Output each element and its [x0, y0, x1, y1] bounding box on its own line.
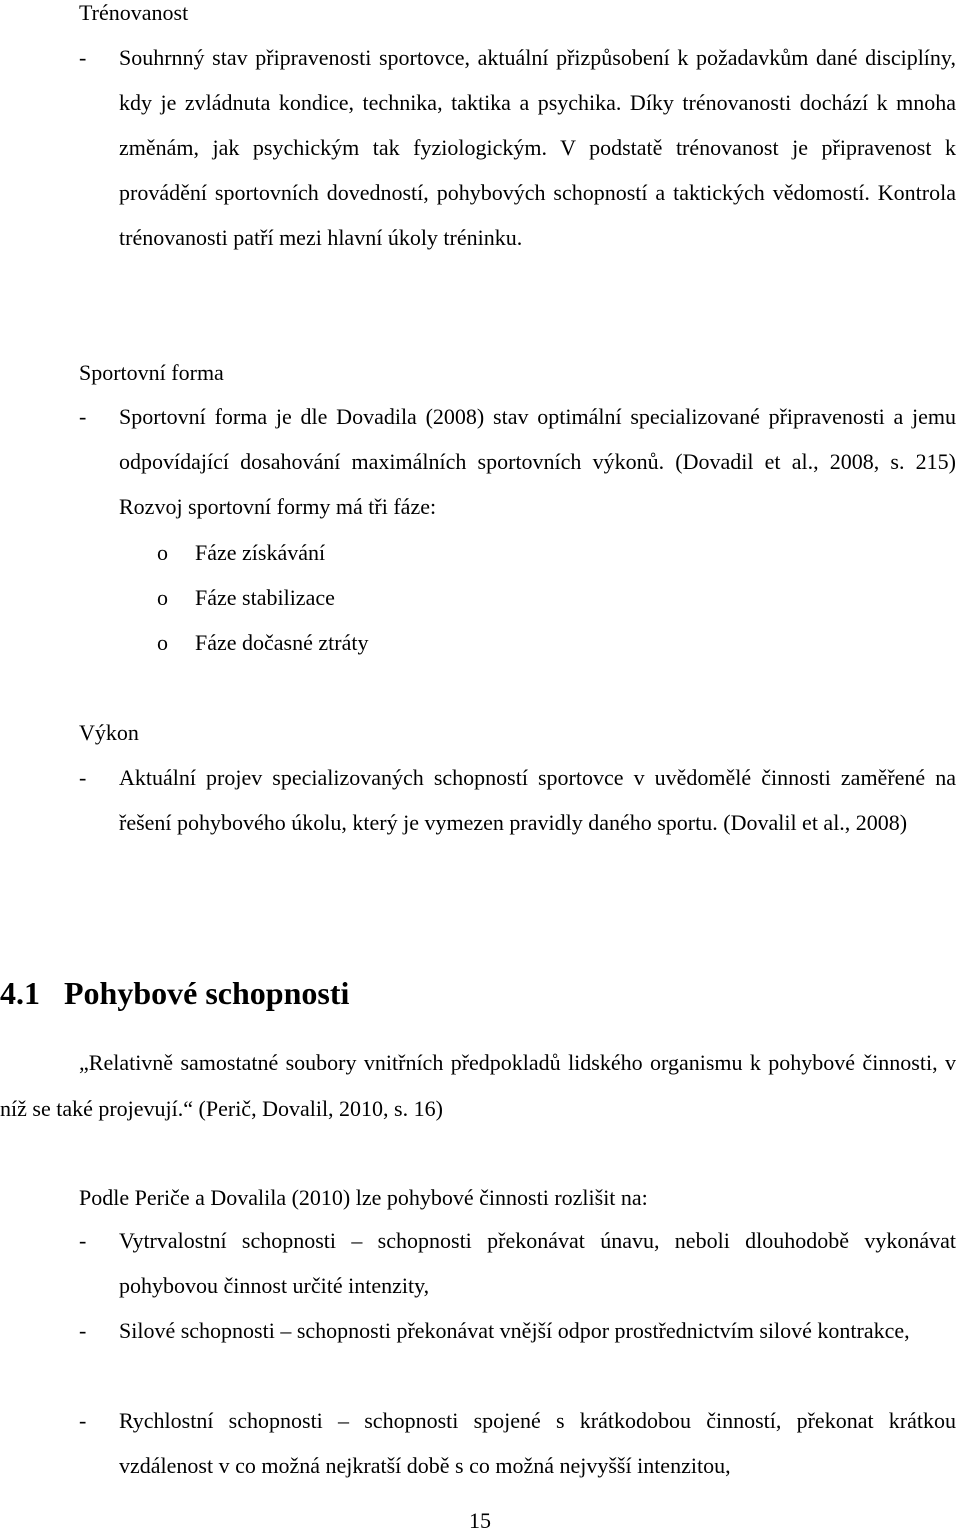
section-heading	[0, 975, 349, 1011]
section-quote: „Relativně samostatné soubory vnitřních předpokladů lidského organismu k pohybové činnosti, v níž se také projevují.“ (Perič, Dovalil, 2010, s. 16)	[0, 1050, 956, 1121]
vykon-text: Aktuální projev specializovaných schopností sportovce v uvědomělé činnosti zaměřené na řešení pohybového úkolu, který je vymezen pravidly daného sportu. (Dovalil et al., 2008)	[119, 765, 956, 835]
dash-marker: -	[79, 404, 87, 429]
section-number: 4.1	[0, 975, 40, 1011]
list-item	[79, 1398, 956, 1488]
phase-label: Fáze získávání	[195, 540, 326, 565]
bullet-marker: o	[157, 630, 168, 655]
phase-item	[157, 540, 325, 566]
sportovni-forma-definition	[79, 394, 956, 529]
bullet-marker: o	[157, 540, 168, 565]
list-item	[79, 1308, 956, 1353]
phase-label: Fáze stabilizace	[195, 585, 335, 610]
trenovanost-definition	[79, 35, 956, 260]
page-number: 15	[469, 1508, 491, 1533]
phase-label: Fáze dočasné ztráty	[195, 630, 369, 655]
list-item	[79, 1218, 956, 1308]
list-item-text: Silové schopnosti – schopnosti překonávat vnější odpor prostřednictvím silové kontrakce,	[119, 1318, 910, 1343]
dash-marker: -	[79, 45, 87, 70]
dash-marker: -	[79, 1318, 87, 1343]
list-item-text: Rychlostní schopnosti – schopnosti spojené s krátkodobou činností, překonat krátkou vzdálenost v co možná nejkratší době s co možná nejvyšší intenzitou,	[119, 1408, 956, 1478]
sportovni-forma-heading: Sportovní forma	[79, 360, 224, 385]
section-intro: Podle Periče a Dovalila (2010) lze pohybové činnosti rozlišit na:	[79, 1185, 648, 1210]
vykon-heading: Výkon	[79, 720, 139, 745]
section-title: Pohybové schopnosti	[64, 975, 350, 1011]
dash-marker: -	[79, 765, 87, 790]
sportovni-forma-text: Sportovní forma je dle Dovadila (2008) stav optimální specializované připravenosti a jemu odpovídající dosahování maximálních sportovních výkonů. (Dovadil et al., 2008, s. 215) Rozvoj sportovní formy má tři fáze:	[119, 404, 956, 519]
phase-item	[157, 585, 335, 611]
vykon-definition	[79, 755, 956, 845]
bullet-marker: o	[157, 585, 168, 610]
phase-item	[157, 630, 368, 656]
trenovanost-text: Souhrnný stav připravenosti sportovce, aktuální přizpůsobení k požadavkům dané disciplíny, kdy je zvládnuta kondice, technika, taktika a psychika. Díky trénovanosti dochází k mnoha změnám, jak psychickým tak fyziologickým. V podstatě trénovanost je připravenost k provádění sportovních dovedností, pohybových schopností a taktických vědomostí. Kontrola trénovanosti patří mezi hlavní úkoly tréninku.	[119, 45, 956, 250]
dash-marker: -	[79, 1408, 87, 1433]
dash-marker: -	[79, 1228, 87, 1253]
trenovanost-heading: Trénovanost	[79, 0, 189, 25]
list-item-text: Vytrvalostní schopnosti – schopnosti překonávat únavu, neboli dlouhodobě vykonávat pohybovou činnost určité intenzity,	[119, 1228, 956, 1298]
